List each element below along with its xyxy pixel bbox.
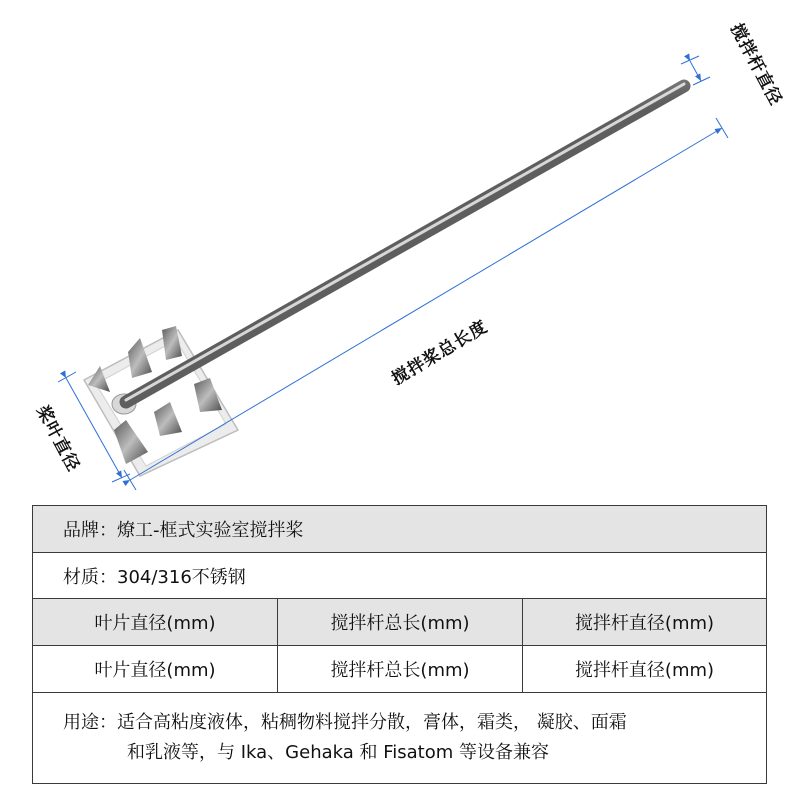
- usage-row: [33, 693, 766, 783]
- brand-text: 品牌：燎工-框式实验室搅拌桨: [63, 520, 304, 541]
- usage-line-1: 用途：适合高粘度液体，粘稠物料搅拌分散，膏体，霜类， 凝胶、面霜: [63, 712, 627, 733]
- stirring-rod: [126, 84, 684, 402]
- total-length-label: 搅拌桨总长度: [388, 316, 492, 390]
- table-header-row: [33, 599, 766, 646]
- table-row: [33, 646, 766, 693]
- rod-diameter-label: 搅拌杆直径: [725, 20, 786, 110]
- header-blade-diameter: 叶片直径(mm): [33, 599, 278, 645]
- value-blade-diameter: 叶片直径(mm): [33, 646, 278, 692]
- value-rod-diameter: 搅拌杆直径(mm): [574, 660, 715, 681]
- usage-line-2: 和乳液等，与 Ika、Gehaka 和 Fisatom 等设备兼容: [127, 742, 549, 763]
- material-row: [33, 553, 766, 599]
- blade-diameter-label: 桨叶直径: [31, 402, 84, 476]
- header-rod-diameter: 搅拌杆直径(mm): [574, 613, 715, 634]
- header-rod-length: 搅拌杆总长(mm): [278, 599, 523, 645]
- brand-row: [33, 506, 766, 553]
- material-text: 材质：304/316不锈钢: [63, 566, 246, 588]
- value-rod-length: 搅拌杆总长(mm): [278, 646, 523, 692]
- spec-table: [32, 505, 767, 784]
